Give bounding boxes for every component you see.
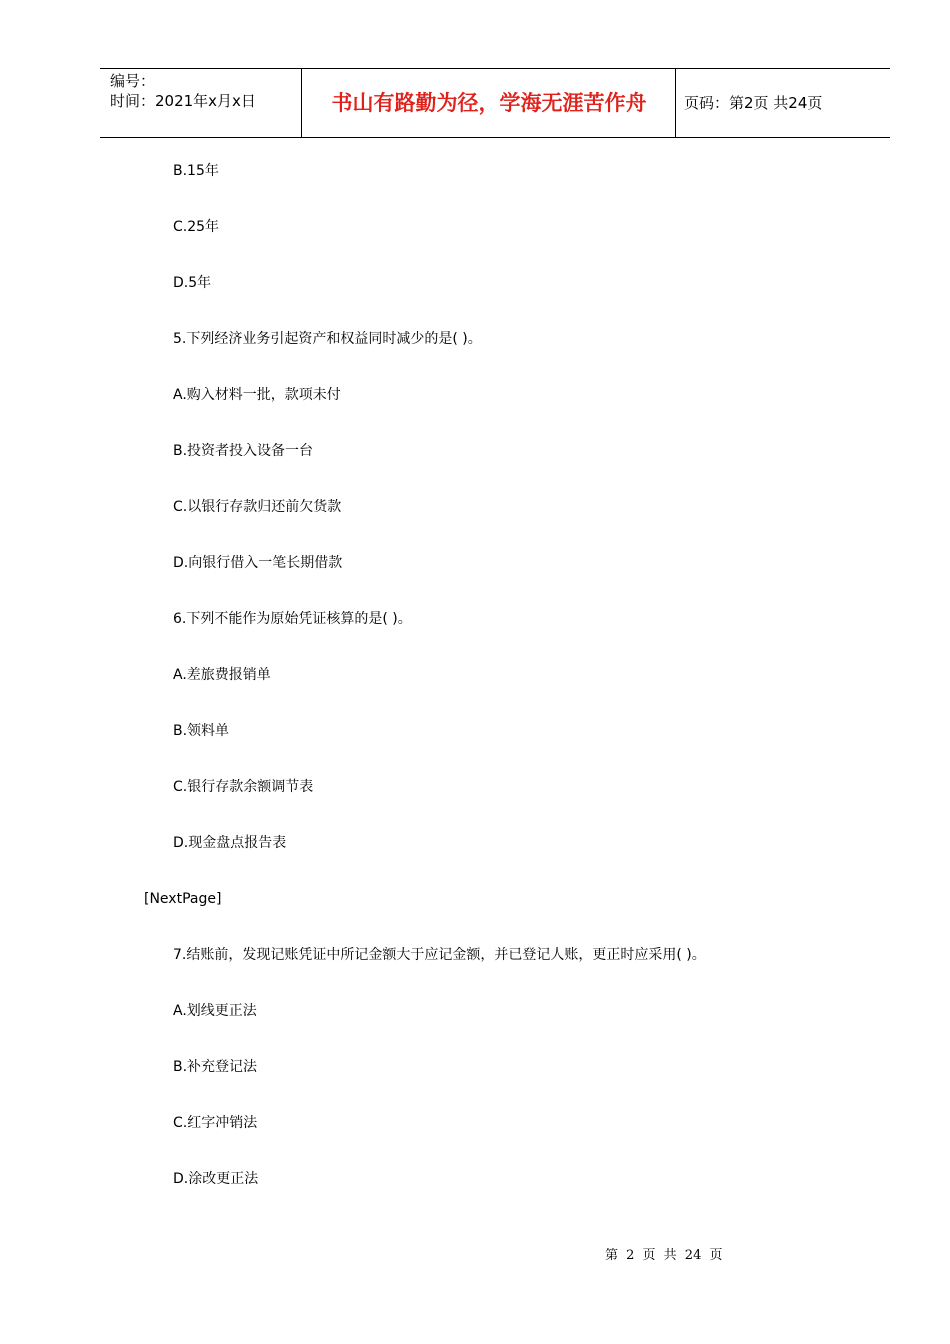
question-6: 6.下列不能作为原始凭证核算的是( )。 (173, 611, 412, 627)
page-footer: 第 2 页 共 24 页 (605, 1248, 723, 1263)
option-a-q5: A.购入材料一批，款项未付 (173, 387, 341, 403)
option-b-q5: B.投资者投入设备一台 (173, 443, 314, 459)
option-d-q4: D.5年 (173, 275, 212, 291)
option-b-q7: B.补充登记法 (173, 1059, 258, 1075)
question-7: 7.结账前，发现记账凭证中所记金额大于应记金额，并已登记人账，更正时应采用( )。 (173, 947, 706, 963)
time-label: 时间：2021年x月x日 (110, 92, 256, 110)
header-page-info: 页码：第2页 共24页 (684, 94, 823, 112)
option-a-q7: A.划线更正法 (173, 1003, 257, 1019)
question-5: 5.下列经济业务引起资产和权益同时减少的是( )。 (173, 331, 482, 347)
next-page-marker: [NextPage] (144, 891, 222, 907)
option-d-q6: D.现金盘点报告表 (173, 835, 287, 851)
option-c-q4: C.25年 (173, 219, 220, 235)
option-c-q6: C.银行存款余额调节表 (173, 779, 314, 795)
option-a-q6: A.差旅费报销单 (173, 667, 271, 683)
option-c-q5: C.以银行存款归还前欠货款 (173, 499, 342, 515)
option-c-q7: C.红字冲销法 (173, 1115, 258, 1131)
option-d-q7: D.涂改更正法 (173, 1171, 259, 1187)
header-meta (110, 71, 256, 111)
option-b-q6: B.领料单 (173, 723, 230, 739)
serial-number-label: 编号： (110, 72, 156, 90)
page-header (100, 68, 890, 138)
header-motto: 书山有路勤为径，学海无涯苦作舟 (331, 91, 647, 115)
header-divider-right (675, 69, 676, 137)
option-b-q4: B.15年 (173, 163, 219, 179)
option-d-q5: D.向银行借入一笔长期借款 (173, 555, 343, 571)
